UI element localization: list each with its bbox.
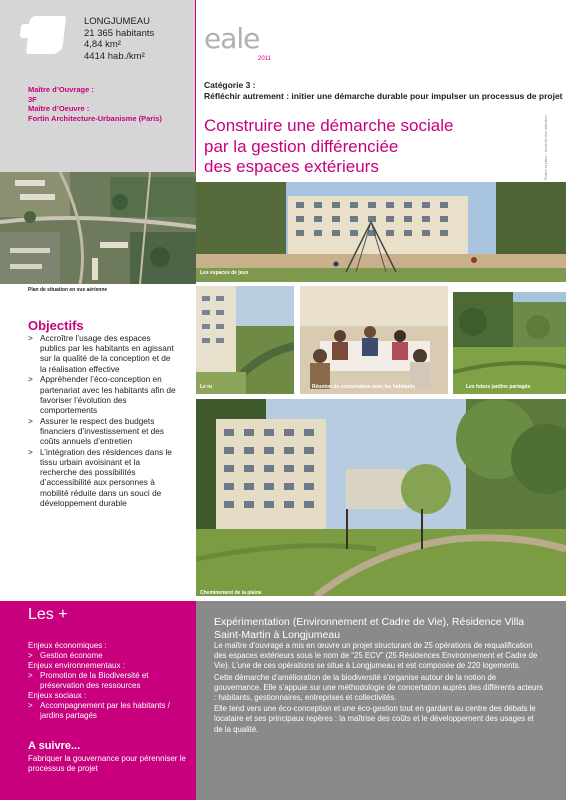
city-map-icon [26, 16, 66, 54]
arrow-icon: > [28, 446, 33, 457]
experimentation-paragraph: Elle tend vers une éco-conception et une éco-gestion tout en gardant au centre des débats le locataire et ses principaux repères : la maîtrise des coûts et le développement des usages et de la qualité. [214, 704, 536, 734]
eco-label: Enjeux économiques : [28, 641, 107, 650]
experimentation-title: Expérimentation (Environnement et Cadre de Vie), Résidence Villa Saint-Martin à Longjumeau [214, 616, 525, 641]
aerial-photo [0, 172, 196, 284]
objectif-item: > Accroître l’usage des espaces publics par les habitants en agissant sur la qualité de la conception et de la réalisation effective [28, 333, 174, 374]
category-label: Catégorie 3 : [204, 80, 256, 90]
soc-label: Enjeux sociaux : [28, 691, 87, 700]
caption-meeting: Réunion de concertation avec les habitants [312, 384, 416, 390]
arrow-icon: > [28, 374, 33, 385]
caption-ru: Le ru [200, 384, 213, 390]
env-label: Enjeux environnementaux : [28, 661, 125, 670]
experimentation-paragraph: Cette démarche d’amélioration de la biodiversité s’organise autour de la notion de gouvernance. Elle s’appuie sur une méthodologie de concertation auprès des différents acteurs : habitants, gestionnaires, entreprises et collectivités. [214, 672, 543, 703]
gardens-photo [453, 292, 566, 394]
moe-label: Maître d’Oeuvre : [28, 104, 90, 113]
caption-gardens: Les futurs jardins partagés [466, 384, 531, 390]
playground-photo [196, 182, 566, 282]
arrow-icon: > [28, 671, 33, 680]
category-subtitle: Réfléchir autrement : initier une démarche durable pour impulser un processus de projet [204, 90, 563, 101]
caption-path: Cheminement de la plaine [200, 590, 262, 596]
env-item: > Promotion de la Biodiversité et préservation des ressources [28, 671, 149, 690]
objectif-item: > Appréhender l’éco-conception en partenariat avec les habitants afin de favoriser l’évolution des comportements [28, 374, 176, 415]
city-density: 4414 hab./km² [84, 50, 145, 62]
objectifs-list [28, 333, 178, 508]
city-info [84, 16, 154, 62]
category-block [204, 80, 563, 101]
arrow-icon: > [28, 701, 33, 710]
arrow-icon: > [28, 333, 33, 343]
meeting-photo [300, 286, 448, 394]
header-divider [195, 0, 196, 172]
objectif-item: > Assurer le respect des budgets financiers d’investissement et des coûts annuels d’entretien [28, 415, 165, 447]
a-suivre-title: A suivre... [28, 740, 81, 752]
a-suivre-text: Fabriquer la gouvernance pour pérenniser le processus de projet [28, 754, 186, 773]
arrow-icon: > [28, 415, 33, 426]
experimentation-body [214, 641, 544, 736]
caption-playground: Les espaces de jeux [200, 270, 249, 276]
eale-logo [204, 22, 259, 55]
project-credits [28, 85, 162, 123]
soc-item: > Accompagnement par les habitants / jardins partagés [28, 701, 170, 720]
eco-item: > Gestion économe [28, 651, 103, 660]
ru-photo [196, 286, 294, 394]
title-line-3: des espaces extérieurs [204, 157, 379, 176]
title-line-2: par la gestion différenciée [204, 136, 399, 156]
objectif-item: > L’intégration des résidences dans le tissu urbain avoisinant et la recherche des possibilités d’accessibilité aux personnes à mobilité réduite dans un souci de développement durable [28, 446, 172, 508]
side-note: Photos et plans – droits de libre utilisation [544, 115, 548, 180]
logo-text: eale [204, 22, 260, 55]
moa-value: 3F [28, 94, 37, 104]
title-line-1: Construire une démarche sociale [204, 116, 454, 135]
arrow-icon: > [28, 651, 33, 660]
les-plus-title: Les + [28, 606, 68, 623]
les-plus-list [28, 641, 193, 721]
city-name: LONGJUMEAU [84, 16, 150, 27]
experimentation-paragraph: Le maître d’ouvrage a mis en œuvre un projet structurant de 25 opérations de requalification des espaces extérieurs sous le nom de “25 ECV” (25 Résidences Environnement et Cadre de Vie). L’une de ces opérations se situe à Longjumeau et est composée de 220 logements. [214, 641, 538, 671]
page-title [204, 116, 453, 178]
caption-aerial: Plan de situation en vue aérienne [28, 287, 108, 293]
path-photo [196, 399, 566, 596]
city-area: 4,84 km² [84, 39, 121, 50]
moa-label: Maître d’Ouvrage : [28, 85, 94, 94]
objectifs-title: Objectifs [28, 318, 84, 333]
city-inhabitants: 21 365 habitants [84, 27, 155, 39]
moe-value: Fortin Architecture-Urbanisme (Paris) [28, 113, 162, 123]
logo-year: 2011 [258, 56, 271, 62]
